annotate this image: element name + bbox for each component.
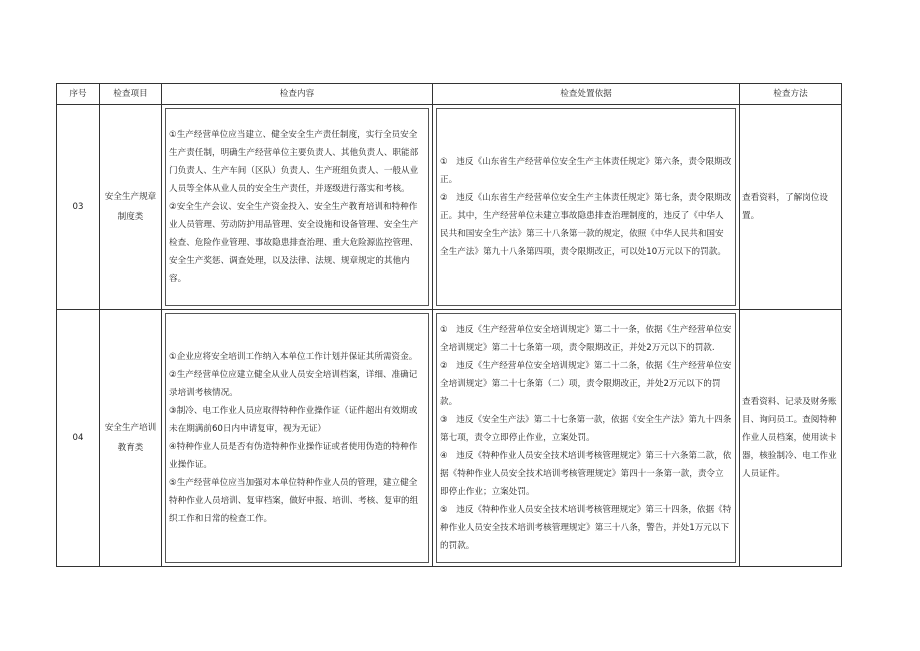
basis-para: ① 违反《生产经营单位安全培训规定》第二十一条，依据《生产经营单位安全培训规定》第二十七条第一项，责令限期改正，并处2万元以下的罚款. bbox=[440, 325, 732, 353]
header-basis: 检查处置依据 bbox=[433, 84, 740, 105]
basis-box bbox=[436, 108, 736, 306]
row-num: 03 bbox=[57, 105, 100, 310]
row-item bbox=[100, 105, 162, 310]
header-row bbox=[57, 84, 842, 105]
content-para: ④特种作业人员是否有伪造特种作业操作证或者使用伪造的特种作业操作证。 bbox=[169, 442, 418, 470]
header-num: 序号 bbox=[57, 84, 100, 105]
row-item bbox=[100, 310, 162, 567]
content-para: ①生产经营单位应当建立、健全安全生产责任制度，实行全员安全生产责任制，明确生产经营单位主要负责人、其他负责人、职能部门负责人、生产车间（区队）负责人、生产班组负责人、一般从业人员等全体从业人员的安全生产责任，并逐级进行落实和考核。 bbox=[169, 130, 419, 194]
header-item: 检查项目 bbox=[100, 84, 162, 105]
table-row bbox=[57, 105, 842, 310]
row-basis bbox=[433, 310, 740, 567]
method-text: 查看资料，了解岗位设置。 bbox=[742, 193, 828, 221]
inspection-table bbox=[56, 83, 842, 567]
content-box bbox=[165, 313, 429, 563]
table-row bbox=[57, 310, 842, 567]
basis-para: ② 违反《生产经营单位安全培训规定》第二十二条，依据《生产经营单位安全培训规定》第二十七条第（二）项，责令限期改正，并处2万元以下的罚款。 bbox=[440, 361, 732, 407]
row-num: 04 bbox=[57, 310, 100, 567]
basis-box bbox=[436, 313, 736, 563]
basis-para: ② 违反《山东省生产经营单位安全生产主体责任规定》第七条，责令限期改正。其中，生产经营单位未建立事故隐患排查治理制度的，违反了《中华人民共和国安全生产法》第三十八条第一款的规定，依照《中华人民共和国安全生产法》第九十八条第四项，责令限期改正，可以处10万元以下的罚款。 bbox=[440, 193, 732, 257]
header-method: 检查方法 bbox=[740, 84, 842, 105]
row-item-text: 安全生产规章制度类 bbox=[104, 192, 157, 222]
header-content: 检查内容 bbox=[162, 84, 433, 105]
row-method bbox=[740, 310, 842, 567]
row-content bbox=[162, 105, 433, 310]
row-item-text: 安全生产培训教育类 bbox=[104, 423, 157, 453]
row-method bbox=[740, 105, 842, 310]
content-para: ③制冷、电工作业人员应取得特种作业操作证（证件超出有效期或未在期满前60日内申请复审，视为无证） bbox=[169, 406, 418, 434]
method-text: 查看资料、记录及财务账目、询问员工。查阅特种作业人员档案，使用读卡器，核验制冷、电工作业人员证件。 bbox=[742, 397, 837, 479]
row-content bbox=[162, 310, 433, 567]
content-para: ⑤生产经营单位应当加强对本单位特种作业人员的管理，建立健全特种作业人员培训、复审档案，做好申报、培训、考核、复审的组织工作和日常的检查工作。 bbox=[169, 478, 419, 524]
basis-para: ③ 违反《安全生产法》第二十七条第一款，依据《安全生产法》第九十四条第七项，责令立即停止作业，立案处罚。 bbox=[440, 415, 732, 443]
basis-para: ⑤ 违反《特种作业人员安全技术培训考核管理规定》第三十四条，依据《特种作业人员安全技术培训考核管理规定》第三十八条，警告，并处1万元以下的罚款。 bbox=[440, 505, 732, 551]
content-para: ①企业应将安全培训工作纳入本单位工作计划并保证其所需资金。 bbox=[169, 352, 418, 362]
row-basis bbox=[433, 105, 740, 310]
content-para: ②生产经营单位应建立健全从业人员安全培训档案，详细、准确记录培训考核情况。 bbox=[169, 370, 418, 398]
basis-para: ④ 违反《特种作业人员安全技术培训考核管理规定》第三十六条第二款，依据《特种作业人员安全技术培训考核管理规定》第四十一条第一款，责令立即停止作业；立案处罚。 bbox=[440, 451, 732, 497]
basis-para: ① 违反《山东省生产经营单位安全生产主体责任规定》第六条，责令限期改正。 bbox=[440, 157, 732, 185]
content-para: ②安全生产会议、安全生产资金投入、安全生产教育培训和特种作业人员管理、劳动防护用品管理、安全设施和设备管理、安全生产检查、危险作业管理、事故隐患排查治理、重大危险源监控管理、安全生产奖惩、调查处理，以及法律、法规、规章规定的其他内容。 bbox=[169, 202, 419, 284]
content-box bbox=[165, 108, 429, 306]
